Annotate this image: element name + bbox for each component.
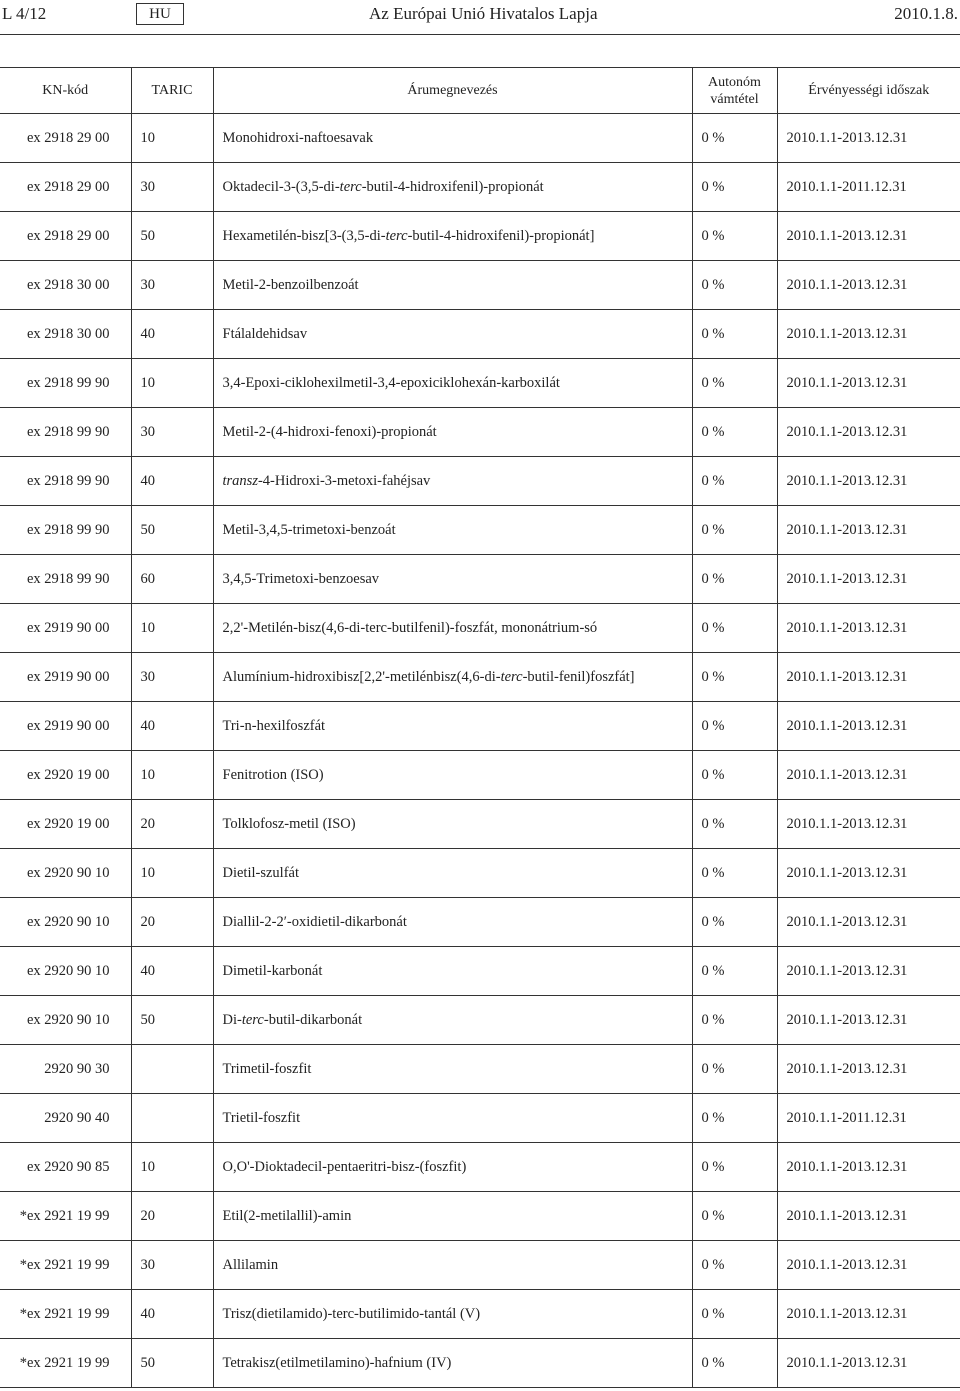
- description-cell: 2,2'-Metilén-bisz(4,6-di-terc-butilfenil)-foszfát, mononátrium-só: [213, 604, 692, 653]
- page-reference: L 4/12: [2, 4, 47, 23]
- table-row: [0, 1339, 960, 1388]
- kn-code-cell: ex 2918 99 90: [0, 457, 131, 506]
- validity-period-cell: 2010.1.1-2013.12.31: [777, 1290, 960, 1339]
- kn-code-cell: 2920 90 30: [0, 1045, 131, 1094]
- kn-code-cell: ex 2918 29 00: [0, 163, 131, 212]
- duty-rate-cell: 0 %: [692, 800, 777, 849]
- journal-title: Az Európai Unió Hivatalos Lapja: [369, 4, 598, 23]
- duty-rate-cell: 0 %: [692, 359, 777, 408]
- taric-cell: 30: [131, 408, 213, 457]
- kn-code-cell: ex 2918 30 00: [0, 310, 131, 359]
- table-row: [0, 408, 960, 457]
- description-cell: Ftálaldehidsav: [213, 310, 692, 359]
- table-row: [0, 604, 960, 653]
- validity-period-cell: 2010.1.1-2013.12.31: [777, 702, 960, 751]
- description-cell: Fenitrotion (ISO): [213, 751, 692, 800]
- description-cell: Trisz(dietilamido)-terc-butilimido-tantál (V): [213, 1290, 692, 1339]
- description-cell: Metil-3,4,5-trimetoxi-benzoát: [213, 506, 692, 555]
- column-header-duty-rate: [692, 68, 777, 114]
- duty-rate-cell: 0 %: [692, 506, 777, 555]
- taric-cell: [131, 1094, 213, 1143]
- column-header-kn-code: KN-kód: [0, 68, 131, 114]
- table-row: [0, 163, 960, 212]
- table-row: [0, 947, 960, 996]
- table-row: [0, 996, 960, 1045]
- taric-cell: 20: [131, 1192, 213, 1241]
- page-header: [0, 0, 960, 34]
- validity-period-cell: 2010.1.1-2013.12.31: [777, 1339, 960, 1388]
- validity-period-cell: 2010.1.1-2013.12.31: [777, 1241, 960, 1290]
- taric-cell: 50: [131, 212, 213, 261]
- kn-code-cell: ex 2920 19 00: [0, 800, 131, 849]
- description-cell: Metil-2-benzoilbenzoát: [213, 261, 692, 310]
- table-row: [0, 1192, 960, 1241]
- duty-rate-cell: 0 %: [692, 310, 777, 359]
- table-row: [0, 849, 960, 898]
- description-cell: transz-4-Hidroxi-3-metoxi-fahéjsav: [213, 457, 692, 506]
- validity-period-cell: 2010.1.1-2013.12.31: [777, 653, 960, 702]
- table-body: [0, 114, 960, 1388]
- table-row: [0, 1143, 960, 1192]
- tariff-table: [0, 67, 960, 1388]
- kn-code-cell: ex 2920 90 10: [0, 849, 131, 898]
- table-row: [0, 114, 960, 163]
- taric-cell: 10: [131, 849, 213, 898]
- kn-code-cell: ex 2919 90 00: [0, 653, 131, 702]
- description-cell: Trietil-foszfit: [213, 1094, 692, 1143]
- header-divider: [0, 34, 960, 35]
- duty-rate-cell: 0 %: [692, 212, 777, 261]
- duty-rate-cell: 0 %: [692, 702, 777, 751]
- kn-code-cell: ex 2918 30 00: [0, 261, 131, 310]
- description-cell: Tolklofosz-metil (ISO): [213, 800, 692, 849]
- kn-code-cell: ex 2918 29 00: [0, 212, 131, 261]
- taric-cell: 10: [131, 751, 213, 800]
- kn-code-cell: *ex 2921 19 99: [0, 1192, 131, 1241]
- description-cell: Dimetil-karbonát: [213, 947, 692, 996]
- validity-period-cell: 2010.1.1-2013.12.31: [777, 800, 960, 849]
- validity-period-cell: 2010.1.1-2013.12.31: [777, 261, 960, 310]
- kn-code-cell: ex 2920 90 10: [0, 898, 131, 947]
- table-row: [0, 1045, 960, 1094]
- kn-code-cell: ex 2919 90 00: [0, 604, 131, 653]
- validity-period-cell: 2010.1.1-2011.12.31: [777, 1094, 960, 1143]
- description-cell: Etil(2-metilallil)-amin: [213, 1192, 692, 1241]
- table-row: [0, 653, 960, 702]
- validity-period-cell: 2010.1.1-2013.12.31: [777, 310, 960, 359]
- column-header-taric: TARIC: [131, 68, 213, 114]
- taric-cell: 10: [131, 1143, 213, 1192]
- column-header-validity-period: Érvényességi időszak: [777, 68, 960, 114]
- validity-period-cell: 2010.1.1-2013.12.31: [777, 555, 960, 604]
- table-row: [0, 212, 960, 261]
- taric-cell: [131, 1045, 213, 1094]
- column-header-duty-rate-label: Autonóm vámtétel: [708, 74, 761, 107]
- taric-cell: 50: [131, 1339, 213, 1388]
- description-cell: O,O'-Dioktadecil-pentaeritri-bisz-(foszfit): [213, 1143, 692, 1192]
- duty-rate-cell: 0 %: [692, 1192, 777, 1241]
- duty-rate-cell: 0 %: [692, 1241, 777, 1290]
- kn-code-cell: ex 2920 90 10: [0, 947, 131, 996]
- taric-cell: 40: [131, 457, 213, 506]
- validity-period-cell: 2010.1.1-2013.12.31: [777, 114, 960, 163]
- duty-rate-cell: 0 %: [692, 408, 777, 457]
- description-cell: Di-terc-butil-dikarbonát: [213, 996, 692, 1045]
- description-cell: 3,4,5-Trimetoxi-benzoesav: [213, 555, 692, 604]
- table-row: [0, 800, 960, 849]
- kn-code-cell: ex 2918 99 90: [0, 555, 131, 604]
- validity-period-cell: 2010.1.1-2013.12.31: [777, 849, 960, 898]
- taric-cell: 40: [131, 947, 213, 996]
- duty-rate-cell: 0 %: [692, 261, 777, 310]
- kn-code-cell: *ex 2921 19 99: [0, 1241, 131, 1290]
- taric-cell: 60: [131, 555, 213, 604]
- duty-rate-cell: 0 %: [692, 898, 777, 947]
- validity-period-cell: 2010.1.1-2013.12.31: [777, 996, 960, 1045]
- validity-period-cell: 2010.1.1-2013.12.31: [777, 506, 960, 555]
- duty-rate-cell: 0 %: [692, 555, 777, 604]
- duty-rate-cell: 0 %: [692, 604, 777, 653]
- kn-code-cell: ex 2920 90 85: [0, 1143, 131, 1192]
- description-cell: Trimetil-foszfit: [213, 1045, 692, 1094]
- duty-rate-cell: 0 %: [692, 1339, 777, 1388]
- table-row: [0, 1290, 960, 1339]
- table-row: [0, 702, 960, 751]
- column-header-description: Árumegnevezés: [213, 68, 692, 114]
- description-cell: Oktadecil-3-(3,5-di-terc-butil-4-hidroxifenil)-propionát: [213, 163, 692, 212]
- table-row: [0, 457, 960, 506]
- taric-cell: 30: [131, 1241, 213, 1290]
- validity-period-cell: 2010.1.1-2013.12.31: [777, 1045, 960, 1094]
- duty-rate-cell: 0 %: [692, 1094, 777, 1143]
- table-row: [0, 310, 960, 359]
- validity-period-cell: 2010.1.1-2013.12.31: [777, 1143, 960, 1192]
- taric-cell: 40: [131, 310, 213, 359]
- taric-cell: 20: [131, 800, 213, 849]
- validity-period-cell: 2010.1.1-2013.12.31: [777, 212, 960, 261]
- description-cell: Dietil-szulfát: [213, 849, 692, 898]
- duty-rate-cell: 0 %: [692, 114, 777, 163]
- table-header: [0, 68, 960, 114]
- kn-code-cell: *ex 2921 19 99: [0, 1290, 131, 1339]
- taric-cell: 40: [131, 1290, 213, 1339]
- description-cell: Tri-n-hexilfoszfát: [213, 702, 692, 751]
- taric-cell: 30: [131, 163, 213, 212]
- table-row: [0, 555, 960, 604]
- kn-code-cell: ex 2918 29 00: [0, 114, 131, 163]
- kn-code-cell: ex 2920 19 00: [0, 751, 131, 800]
- table-row: [0, 751, 960, 800]
- description-cell: Hexametilén-bisz[3-(3,5-di-terc-butil-4-hidroxifenil)-propionát]: [213, 212, 692, 261]
- table-row: [0, 506, 960, 555]
- table-row: [0, 261, 960, 310]
- taric-cell: 20: [131, 898, 213, 947]
- validity-period-cell: 2010.1.1-2013.12.31: [777, 604, 960, 653]
- taric-cell: 10: [131, 359, 213, 408]
- language-badge: HU: [136, 3, 184, 25]
- validity-period-cell: 2010.1.1-2013.12.31: [777, 457, 960, 506]
- validity-period-cell: 2010.1.1-2013.12.31: [777, 898, 960, 947]
- kn-code-cell: *ex 2921 19 99: [0, 1339, 131, 1388]
- kn-code-cell: ex 2919 90 00: [0, 702, 131, 751]
- description-cell: Allilamin: [213, 1241, 692, 1290]
- duty-rate-cell: 0 %: [692, 996, 777, 1045]
- kn-code-cell: ex 2920 90 10: [0, 996, 131, 1045]
- description-cell: Metil-2-(4-hidroxi-fenoxi)-propionát: [213, 408, 692, 457]
- duty-rate-cell: 0 %: [692, 947, 777, 996]
- taric-cell: 30: [131, 653, 213, 702]
- kn-code-cell: 2920 90 40: [0, 1094, 131, 1143]
- validity-period-cell: 2010.1.1-2013.12.31: [777, 359, 960, 408]
- taric-cell: 30: [131, 261, 213, 310]
- table-row: [0, 1094, 960, 1143]
- duty-rate-cell: 0 %: [692, 1045, 777, 1094]
- duty-rate-cell: 0 %: [692, 1290, 777, 1339]
- kn-code-cell: ex 2918 99 90: [0, 408, 131, 457]
- validity-period-cell: 2010.1.1-2013.12.31: [777, 408, 960, 457]
- taric-cell: 10: [131, 114, 213, 163]
- kn-code-cell: ex 2918 99 90: [0, 359, 131, 408]
- table-row: [0, 1241, 960, 1290]
- duty-rate-cell: 0 %: [692, 457, 777, 506]
- kn-code-cell: ex 2918 99 90: [0, 506, 131, 555]
- taric-cell: 50: [131, 996, 213, 1045]
- description-cell: Monohidroxi-naftoesavak: [213, 114, 692, 163]
- table-row: [0, 898, 960, 947]
- taric-cell: 10: [131, 604, 213, 653]
- description-cell: 3,4-Epoxi-ciklohexilmetil-3,4-epoxiciklohexán-karboxilát: [213, 359, 692, 408]
- duty-rate-cell: 0 %: [692, 653, 777, 702]
- duty-rate-cell: 0 %: [692, 163, 777, 212]
- validity-period-cell: 2010.1.1-2013.12.31: [777, 751, 960, 800]
- table-row: [0, 359, 960, 408]
- duty-rate-cell: 0 %: [692, 751, 777, 800]
- validity-period-cell: 2010.1.1-2013.12.31: [777, 1192, 960, 1241]
- duty-rate-cell: 0 %: [692, 849, 777, 898]
- validity-period-cell: 2010.1.1-2013.12.31: [777, 947, 960, 996]
- description-cell: Alumínium-hidroxibisz[2,2'-metilénbisz(4,6-di-terc-butil-fenil)foszfát]: [213, 653, 692, 702]
- publication-date: 2010.1.8.: [894, 4, 958, 23]
- taric-cell: 50: [131, 506, 213, 555]
- taric-cell: 40: [131, 702, 213, 751]
- description-cell: Diallil-2-2′-oxidietil-dikarbonát: [213, 898, 692, 947]
- description-cell: Tetrakisz(etilmetilamino)-hafnium (IV): [213, 1339, 692, 1388]
- header-row: [0, 68, 960, 114]
- validity-period-cell: 2010.1.1-2011.12.31: [777, 163, 960, 212]
- duty-rate-cell: 0 %: [692, 1143, 777, 1192]
